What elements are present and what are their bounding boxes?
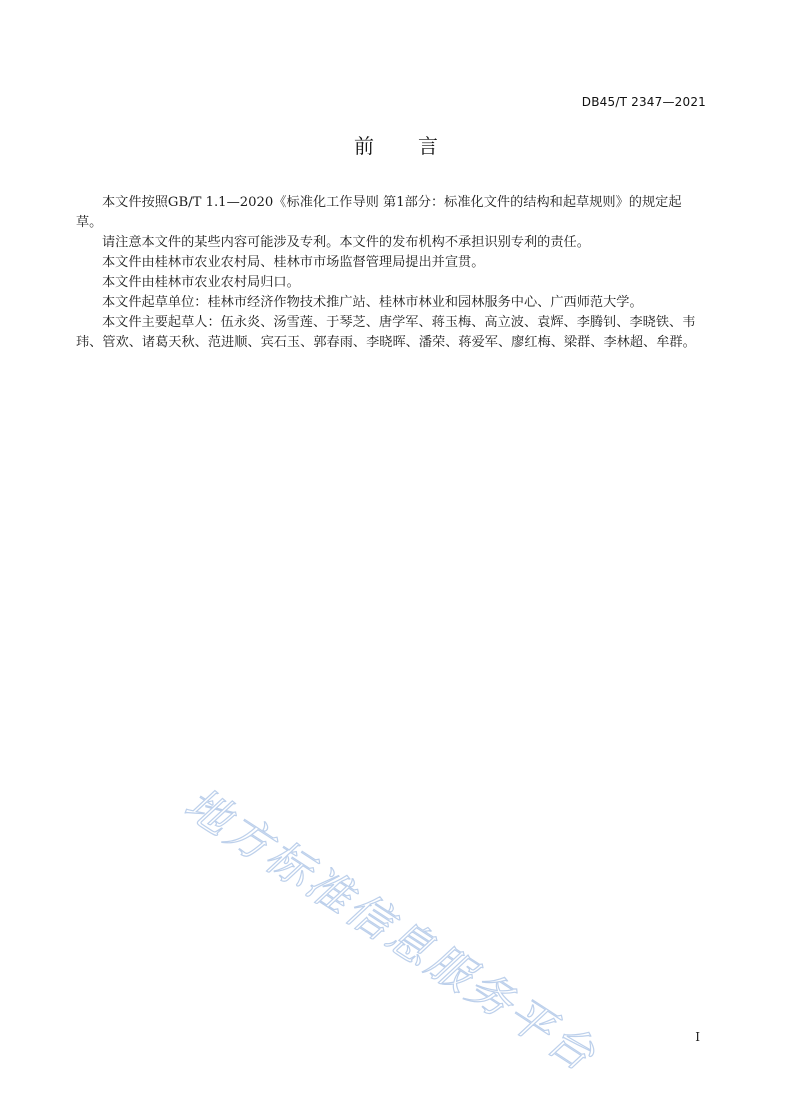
watermark: 地方标准信息服务平台 (175, 778, 606, 1083)
page-number: I (695, 1030, 700, 1044)
paragraph-patent-notice: 请注意本文件的某些内容可能涉及专利。本文件的发布机构不承担识别专利的责任。 (102, 235, 590, 250)
page-title: 前言 (354, 134, 482, 158)
paragraph-drafting-units: 本文件起草单位：桂林市经济作物技术推广站、桂林市林业和园林服务中心、广西师范大学。 (102, 295, 643, 310)
paragraph-drafters: 本文件主要起草人：伍永炎、汤雪莲、于琴芝、唐学军、蒋玉梅、高立波、袁辉、李腾钊、李晓铁、韦玮、管欢、诸葛天秋、范进顺、宾石玉、郭春雨、李晓晖、潘荣、蒋爱军、廖红梅、梁群、李林超、牟群。 (76, 315, 696, 350)
paragraph-responsible-unit: 本文件由桂林市农业农村局归口。 (102, 275, 300, 290)
paragraph-proposer: 本文件由桂林市农业农村局、桂林市市场监督管理局提出并宣贯。 (102, 255, 485, 270)
paragraph-drafting-basis: 本文件按照GB/T 1.1—2020《标准化工作导则 第1部分：标准化文件的结构和起草规则》的规定起草。 (76, 195, 682, 230)
preface-body (76, 193, 704, 353)
document-code: DB45/T 2347—2021 (581, 95, 706, 109)
